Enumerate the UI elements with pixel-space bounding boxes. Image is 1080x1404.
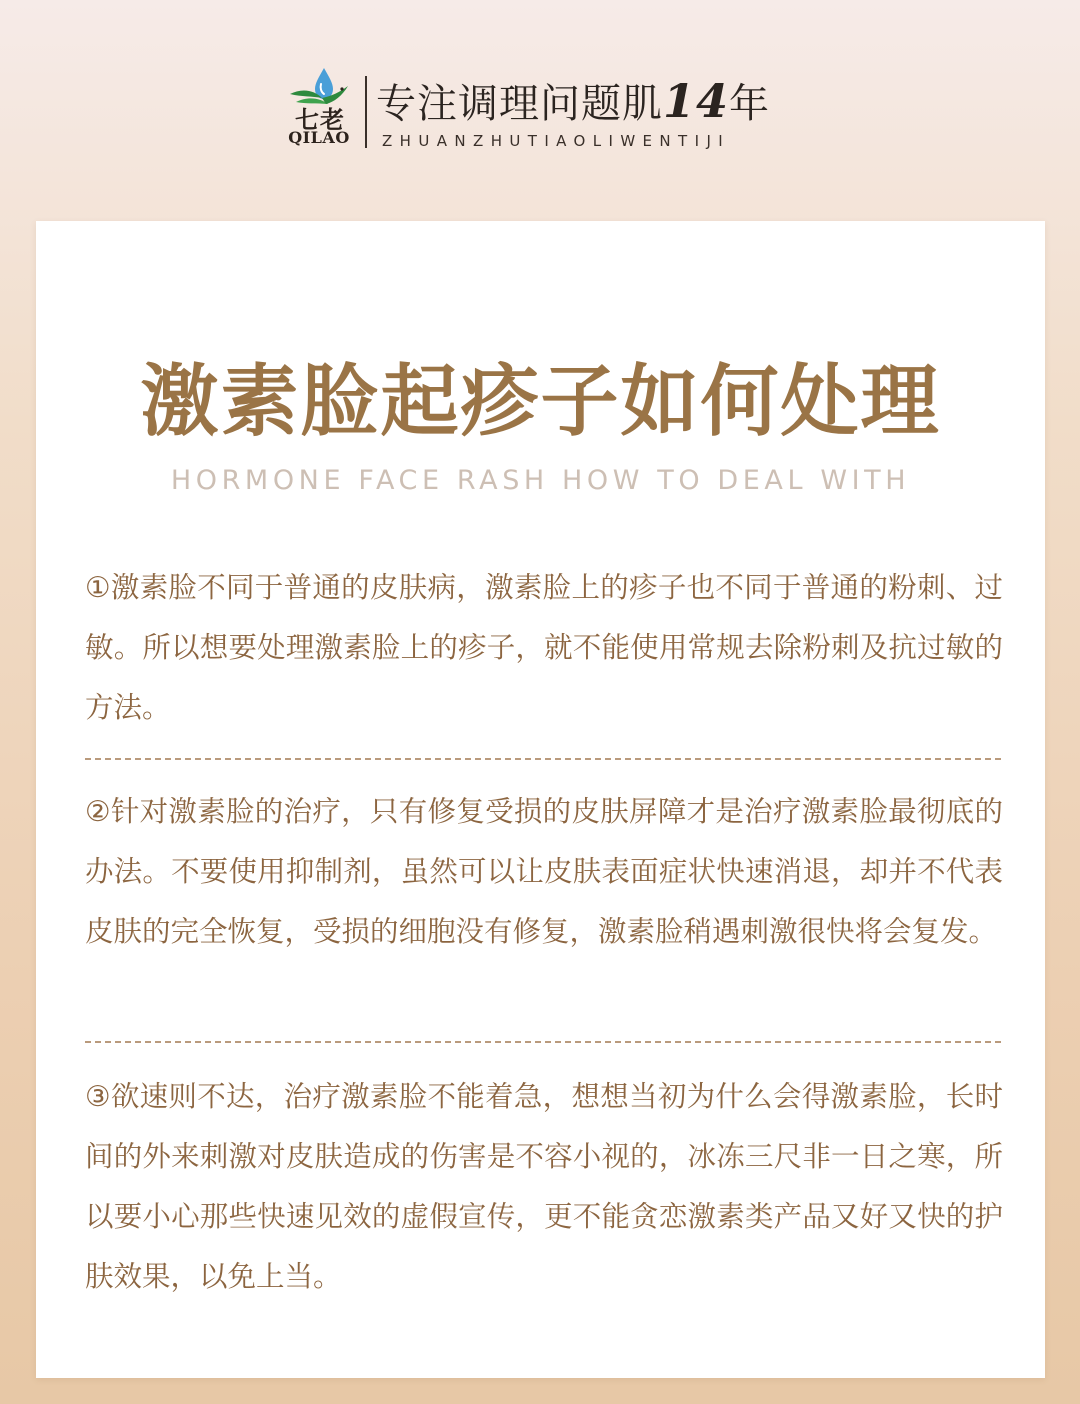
paragraph-1: ①激素脸不同于普通的皮肤病，激素脸上的疹子也不同于普通的粉刺、过敏。所以想要处理激素脸上的疹子，就不能使用常规去除粉刺及抗过敏的方法。 — [85, 571, 1003, 724]
paragraph-2: ②针对激素脸的治疗，只有修复受损的皮肤屏障才是治疗激素脸最彻底的办法。不要使用抑制剂，虽然可以让皮肤表面症状快速消退，却并不代表皮肤的完全恢复，受损的细胞没有修复，激素脸稍遇刺激很快将会复发。 — [85, 795, 1003, 948]
brand-logo — [280, 66, 358, 150]
slogan-suffix: 年 — [729, 81, 771, 127]
header-divider — [365, 76, 367, 148]
paragraph-3: ③欲速则不达，治疗激素脸不能着急，想想当初为什么会得激素脸，长时间的外来刺激对皮肤造成的伤害是不容小视的，冰冻三尺非一日之寒，所以要小心那些快速见效的虚假宣传，更不能贪恋激素类产品又好又快的护肤效果，以免上当。 — [85, 1080, 1003, 1293]
dashed-divider — [85, 758, 1001, 760]
header-pinyin: ZHUANZHUTIAOLIWENTIJI — [382, 132, 731, 150]
article-subtitle: HORMONE FACE RASH HOW TO DEAL WITH — [170, 465, 911, 496]
brand-header — [280, 66, 840, 156]
dashed-divider — [85, 1041, 1001, 1043]
slogan-years: 14 — [663, 74, 730, 128]
logo-chinese-name: 七老 — [295, 105, 345, 134]
header-slogan — [376, 72, 770, 129]
article-title: 激素脸起疹子如何处理 — [140, 357, 941, 447]
article-card — [36, 221, 1045, 1378]
slogan-text: 专注调理问题肌 — [376, 81, 663, 127]
logo-english-name: QILAO — [288, 128, 350, 147]
